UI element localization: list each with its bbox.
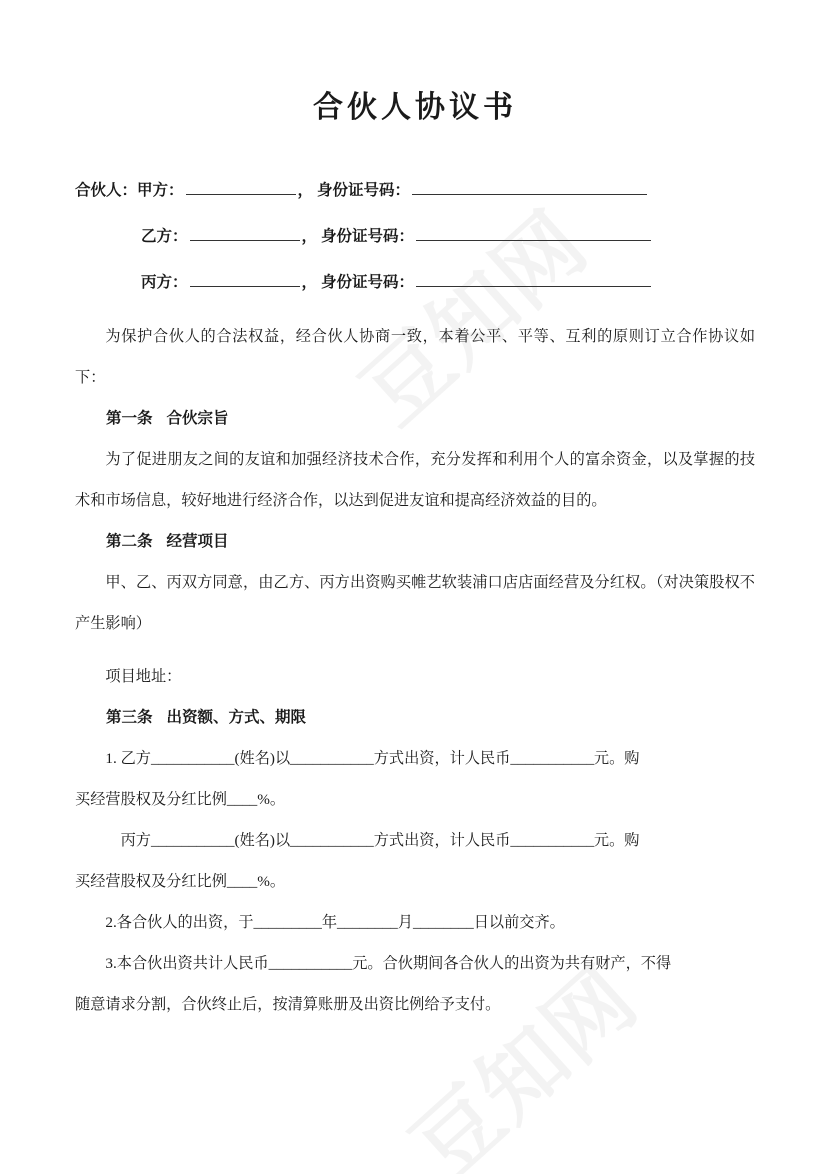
party-separator-yi: ，	[301, 228, 318, 245]
party-label-bing: 丙方：	[141, 274, 188, 291]
article-3-item-1-line-2: 买经营股权及分红比例____%。	[75, 791, 286, 808]
party-row-jia	[75, 178, 755, 224]
article-1-body: 为了促进朋友之间的友谊和加强经济技术合作，充分发挥和利用个人的富余资金，以及掌握的技术和市场信息，较好地进行经济合作，以达到促进友谊和提高经济效益的目的。	[75, 451, 755, 509]
party-row-yi	[75, 224, 755, 270]
article-3-item-2: 2.各合伙人的出资，于_________年________月________日以前交齐。	[105, 914, 565, 931]
page-title: 合伙人协议书	[313, 91, 517, 124]
partners-label: 合伙人：	[75, 182, 138, 199]
party-separator-jia: ，	[297, 182, 314, 199]
party-separator-bing: ，	[301, 274, 318, 291]
article-1-heading	[75, 398, 755, 439]
article-2-body: 甲、乙、丙双方同意，由乙方、丙方出资购买帷艺软装浦口店店面经营及分红权。（对决策股权不产生影响）	[75, 574, 755, 632]
party-label-yi: 乙方：	[141, 228, 188, 245]
party-name-blank-jia[interactable]	[186, 179, 296, 196]
project-address-label: 项目地址：	[105, 668, 182, 685]
article-3-item-bing-line-1: 丙方___________(姓名)以___________方式出资，计人民币___________元。购	[120, 832, 640, 849]
article-2-number: 第二条	[106, 533, 153, 550]
article-3-number: 第三条	[106, 709, 153, 726]
article-1-number: 第一条	[106, 410, 153, 427]
id-label-bing: 身份证号码：	[321, 274, 415, 291]
article-3-heading	[75, 697, 755, 738]
spacer-before-address	[75, 644, 755, 656]
parties-block	[75, 178, 755, 316]
document-content	[75, 0, 755, 1025]
article-2-title: 经营项目	[166, 533, 229, 550]
party-id-blank-yi[interactable]	[416, 225, 651, 242]
article-3-title: 出资额、方式、期限	[166, 709, 307, 726]
article-2-heading	[75, 521, 755, 562]
article-3-item-3-line-1: 3.本合伙出资共计人民币___________元。合伙期间各合伙人的出资为共有财产，不得	[105, 955, 672, 972]
party-name-blank-yi[interactable]	[190, 225, 300, 242]
party-name-blank-bing[interactable]	[190, 271, 300, 288]
article-3-item-3-line-2: 随意请求分割，合伙终止后，按清算账册及出资比例给予支付。	[75, 996, 501, 1013]
party-label-jia: 甲方：	[137, 182, 184, 199]
party-row-bing	[75, 270, 755, 316]
article-3-item-bing-line-2: 买经营股权及分红比例____%。	[75, 873, 286, 890]
id-label-yi: 身份证号码：	[321, 228, 415, 245]
id-label-jia: 身份证号码：	[317, 182, 411, 199]
article-1-title: 合伙宗旨	[166, 410, 229, 427]
party-id-blank-jia[interactable]	[412, 179, 647, 196]
article-3-item-1-line-1: 1. 乙方___________(姓名)以___________方式出资，计人民币___________元。购	[105, 750, 640, 767]
party-id-blank-bing[interactable]	[416, 271, 651, 288]
preamble-paragraph: 为保护合伙人的合法权益，经合伙人协商一致，本着公平、平等、互利的原则订立合作协议如下：	[75, 328, 755, 386]
